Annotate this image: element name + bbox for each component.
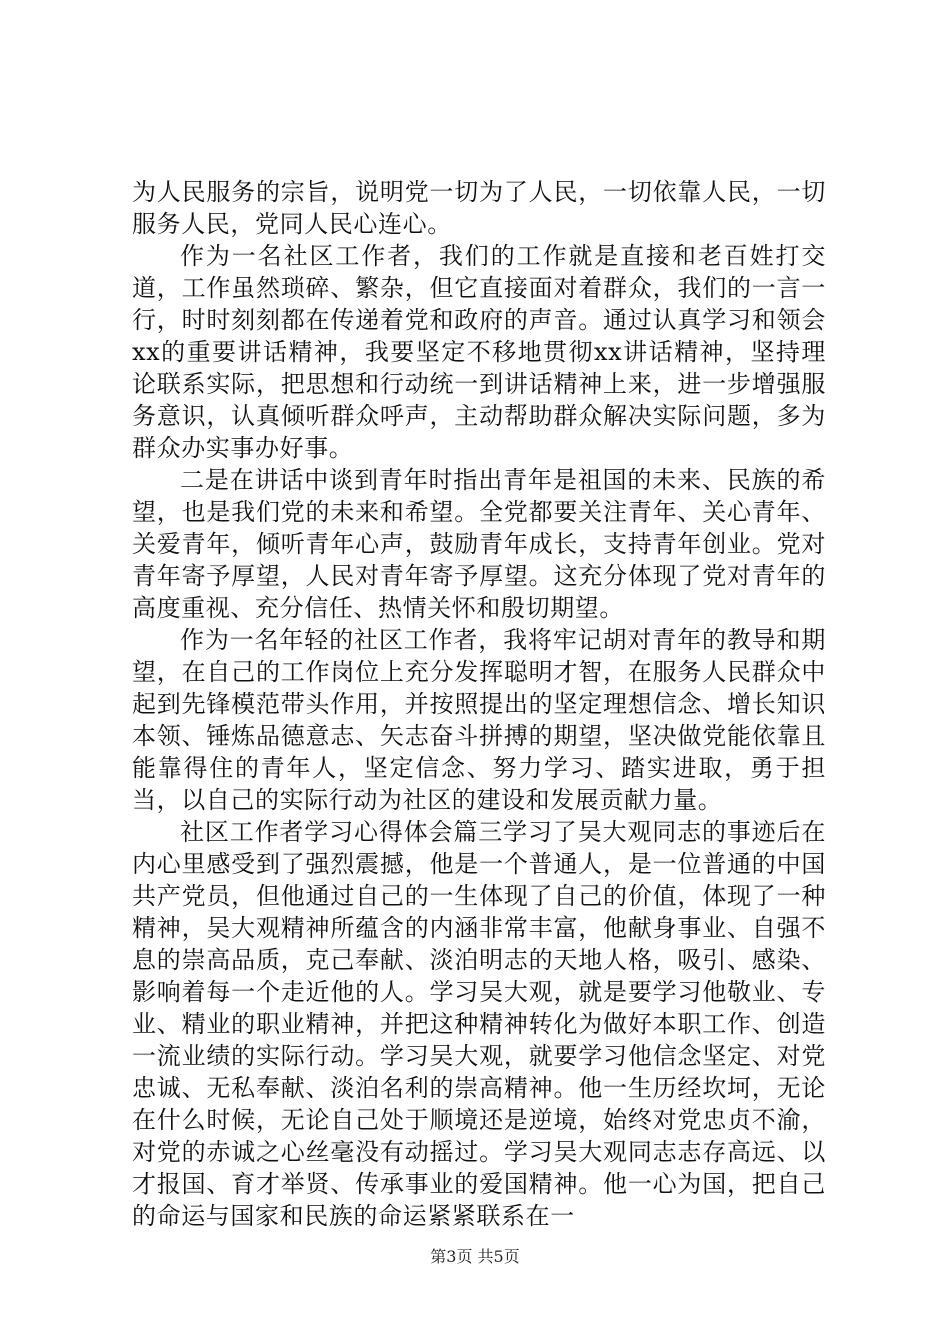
paragraph-4: 作为一名年轻的社区工作者，我将牢记胡对青年的教导和期望，在自己的工作岗位上充分发挥聪明才智，在服务人民群众中起到先锋模范带头作用，并按照提出的坚定理想信念、增长知识本领、锤炼品德意志、矢志奋斗拼搏的期望，坚决做党能依靠且能靠得住的青年人，坚定信念、努力学习、踏实进取，勇于担当，以自己的实际行动为社区的建设和发展贡献力量。 [132,626,826,814]
document-body [132,176,826,1232]
paragraph-2: 作为一名社区工作者，我们的工作就是直接和老百姓打交道，工作虽然琐碎、繁杂，但它直接面对着群众，我们的一言一行，时时刻刻都在传递着党和政府的声音。通过认真学习和领会xx的重要讲话精神，我要坚定不移地贯彻xx讲话精神，坚持理论联系实际，把思想和行动统一到讲话精神上来，进一步增强服务意识，认真倾听群众呼声，主动帮助群众解决实际问题，多为群众办实事办好事。 [132,242,826,462]
paragraph-5: 社区工作者学习心得体会篇三学习了吴大观同志的事迹后在内心里感受到了强烈震撼，他是一个普通人，是一位普通的中国共产党员，但他通过自己的一生体现了自己的价值，体现了一种精神，吴大观精神所蕴含的内涵非常丰富，他献身事业、自强不息的崇高品质，克己奉献、淡泊明志的天地人格，吸引、感染、影响着每一个走近他的人。学习吴大观，就是要学习他敬业、专业、精业的职业精神，并把这种精神转化为做好本职工作、创造一流业绩的实际行动。学习吴大观，就要学习他信念坚定、对党忠诚、无私奉献、淡泊名利的崇高精神。他一生历经坎坷，无论在什么时候，无论自己处于顺境还是逆境，始终对党忠贞不渝，对党的赤诚之心丝毫没有动摇过。学习吴大观同志志存高远、以才报国、育才举贤、传承事业的爱国精神。他一心为国，把自己的命运与国家和民族的命运紧紧联系在一 [132,818,826,1230]
paragraph-1: 为人民服务的宗旨，说明党一切为了人民，一切依靠人民，一切服务人民，党同人民心连心。 [132,178,826,238]
paragraph-3: 二是在讲话中谈到青年时指出青年是祖国的未来、民族的希望，也是我们党的未来和希望。全党都要关注青年、关心青年、关爱青年，倾听青年心声，鼓励青年成长，支持青年创业。党对青年寄予厚望，人民对青年寄予厚望。这充分体现了党对青年的高度重视、充分信任、热情关怀和殷切期望。 [132,466,826,622]
page-footer: 第3页 共5页 [430,1247,520,1266]
